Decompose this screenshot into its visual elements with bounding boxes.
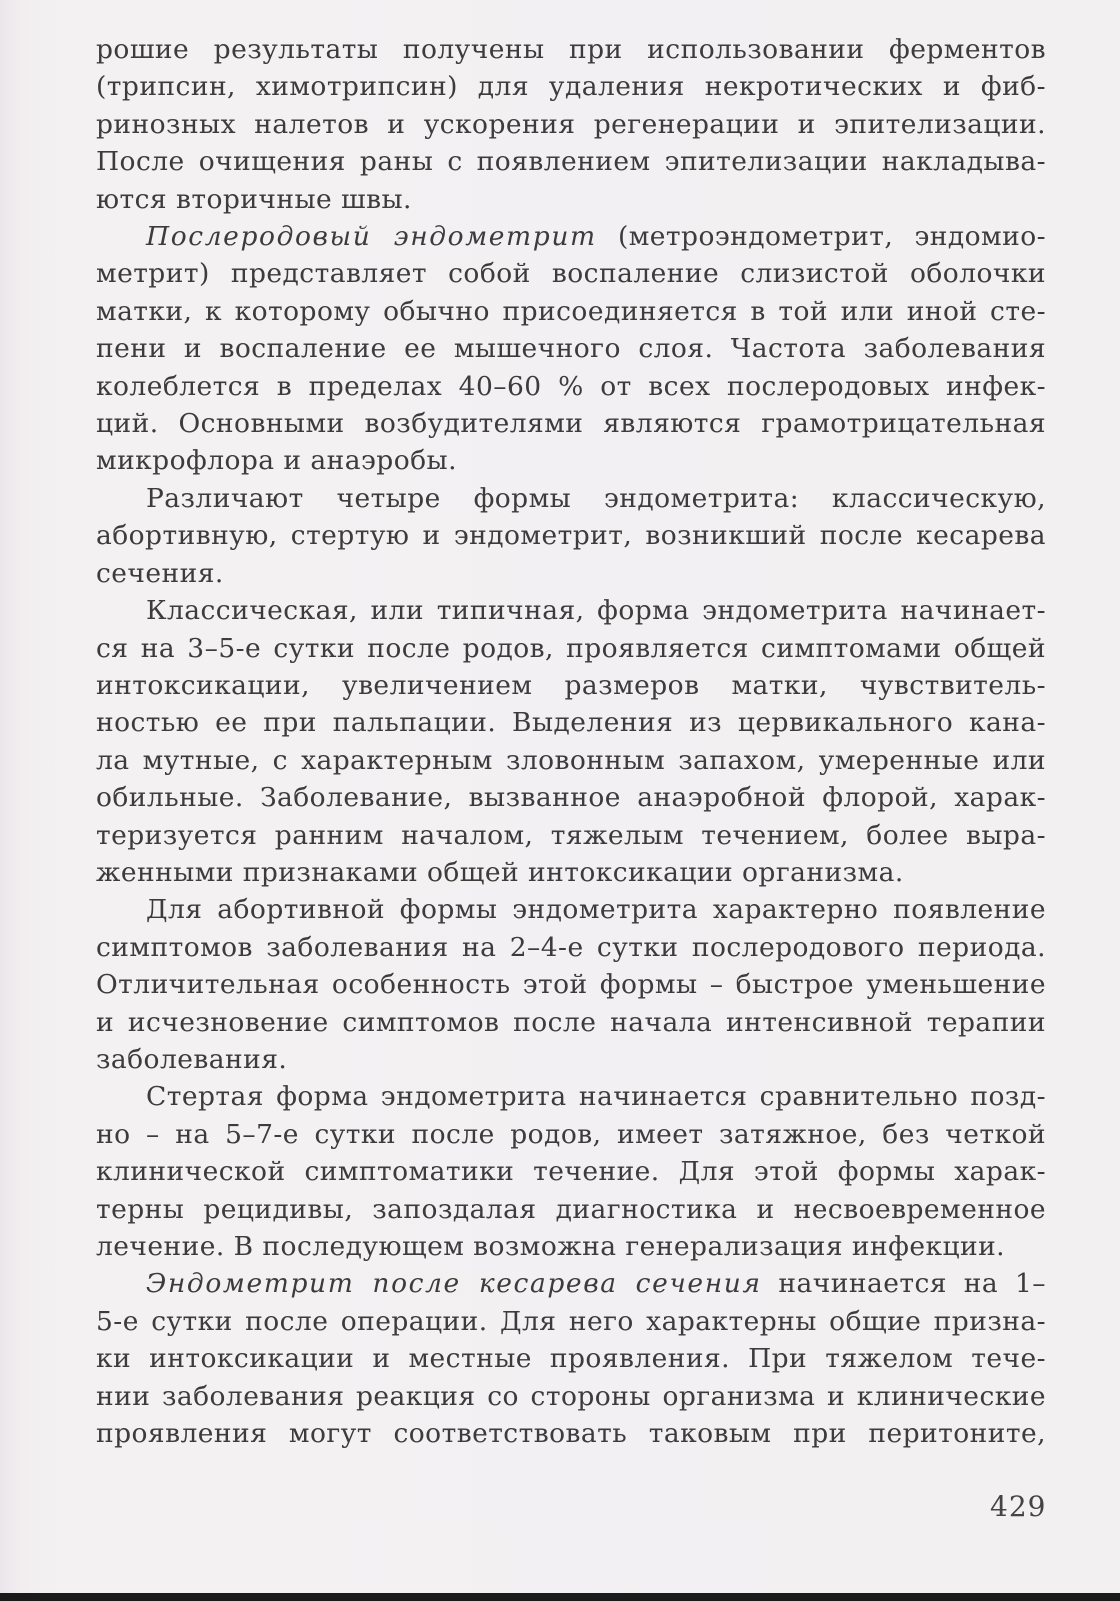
text-line: теризуется ранним началом, тяжелым течением, более выра- (96, 819, 1046, 851)
text-line (96, 218, 1046, 255)
text-fragment: начинается на 1– (761, 1268, 1046, 1300)
text-fragment: Различают четыре формы эндометрита: классическую, (146, 482, 1046, 514)
text-line: ринозных налетов и ускорения регенерации и эпителизации. (96, 108, 1046, 140)
text-fragment: Классическая, или типичная, форма эндометрита начинает- (146, 595, 1046, 627)
text-line: ются вторичные швы. (96, 183, 412, 215)
text-line: проявления могут соответствовать таковым при перитоните, (96, 1418, 1046, 1450)
text-line: рошие результаты получены при использовании ферментов (96, 34, 1046, 65)
paragraph (96, 891, 1046, 1078)
text-line: абортивную, стертую и эндометрит, возникший после кесарева (96, 520, 1046, 552)
italic-term: Послеродовый эндометрит (146, 221, 597, 253)
paragraph (96, 1078, 1046, 1265)
paragraph (96, 1265, 1046, 1452)
text-line (96, 1078, 1046, 1115)
paragraph (96, 218, 1046, 480)
text-fragment: Стертая форма эндометрита начинается сравнительно позд- (146, 1081, 1046, 1113)
text-line: ла мутные, с характерным зловонным запахом, умеренные или (96, 744, 1046, 776)
text-line: ций. Основными возбудителями являются грамотрицательная (96, 408, 1046, 440)
text-line: колеблется в пределах 40–60 % от всех послеродовых инфек- (96, 370, 1046, 402)
text-line: ся на 3–5-е сутки после родов, проявляется симптомами общей (96, 632, 1046, 664)
text-fragment: (метроэндометрит, эндомио- (596, 221, 1047, 253)
text-fragment: Для абортивной формы эндометрита характерно появление (146, 894, 1046, 926)
paragraph (96, 480, 1046, 592)
text-line (96, 592, 1046, 629)
text-line: ки интоксикации и местные проявления. При тяжелом тече- (96, 1343, 1046, 1375)
text-line: терны рецидивы, запоздалая диагностика и несвоевременное (96, 1193, 1046, 1225)
text-line: сечения. (96, 557, 224, 589)
paragraph (96, 592, 1046, 891)
text-line: заболевания. (96, 1043, 288, 1075)
paragraph (96, 31, 1046, 218)
page-bottom-edge (0, 1593, 1120, 1601)
text-line: обильные. Заболевание, вызванное анаэробной флорой, харак- (96, 782, 1046, 814)
text-line (96, 891, 1046, 928)
text-line: (трипсин, химотрипсин) для удаления некротических и фиб- (96, 71, 1046, 103)
text-line (96, 480, 1046, 517)
text-line: женными признаками общей интоксикации организма. (96, 856, 904, 888)
text-line: нии заболевания реакция со стороны организма и клинические (96, 1380, 1046, 1412)
text-line: лечение. В последующем возможна генерализация инфекции. (96, 1231, 1006, 1262)
text-line: клинической симптоматики течение. Для этой формы харак- (96, 1156, 1046, 1188)
italic-term: Эндометрит после кесарева сечения (146, 1268, 762, 1300)
text-line: и исчезновение симптомов после начала интенсивной терапии (96, 1006, 1046, 1038)
text-line: матки, к которому обычно присоединяется в той или иной сте- (96, 295, 1046, 327)
text-line: но – на 5–7-е сутки после родов, имеет затяжное, без четкой (96, 1118, 1046, 1150)
page-number: 429 (990, 1490, 1047, 1523)
text-line: симптомов заболевания на 2–4-е сутки послеродового периода. (96, 931, 1046, 963)
text-line: Отличительная особенность этой формы – быстрое уменьшение (96, 969, 1046, 1001)
text-line (96, 1265, 1046, 1302)
text-line: метрит) представляет собой воспаление слизистой оболочки (96, 258, 1046, 290)
text-line: После очищения раны с появлением эпителизации накладыва- (96, 146, 1046, 178)
text-line: интоксикации, увеличением размеров матки, чувствитель- (96, 669, 1046, 701)
text-line: ностью ее при пальпации. Выделения из цервикального кана- (96, 707, 1046, 739)
text-line: пени и воспаление ее мышечного слоя. Частота заболевания (96, 333, 1046, 365)
text-line: микрофлора и анаэробы. (96, 445, 457, 477)
body-text (96, 31, 1046, 1452)
text-line: 5-е сутки после операции. Для него характерны общие призна- (96, 1305, 1046, 1337)
